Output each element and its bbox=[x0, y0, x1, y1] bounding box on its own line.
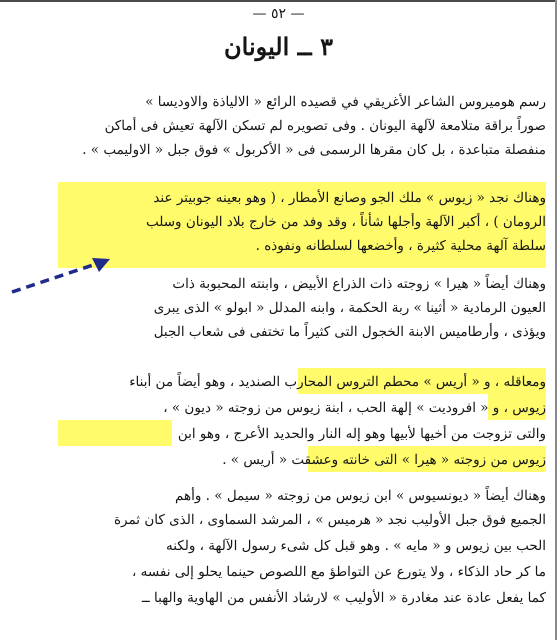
text-line: زيوس من زوجته « هيرا » التى خانته وعشقت « أريس » . bbox=[222, 452, 546, 468]
text-line-highlighted: الرومان ) ، أكبر الآلهة وأجلها شأناً ، وقد وفد من خارج بلاد اليونان وسلب bbox=[146, 214, 546, 230]
text-line: رسم هوميروس الشاعر الأغريقي في قصيده الرائع « الالياذة والاوديسا » bbox=[145, 94, 546, 110]
section-title: ٣ ــ اليونان bbox=[224, 32, 333, 61]
text-line-highlighted: سلطة آلهة محلية كثيرة ، وأخضعها لسلطانه ونفوذه . bbox=[255, 238, 546, 254]
text-line: العيون الرمادية « أثينا » ربة الحكمة ، وابنه المدلل « ابولو » الذى يبرى bbox=[153, 300, 546, 316]
page-number: — ٥٢ — bbox=[252, 6, 305, 22]
text-line: الجميع فوق جبل الأوليب نجد « هرميس » ، المرشد السماوى ، الذى كان ثمرة bbox=[113, 512, 546, 528]
text-line: منفصلة متباعدة ، بل كان مقرها الرسمى فى « الأكربول » فوق جبل « الاوليمب » . bbox=[82, 142, 546, 158]
text-line: كما يفعل عادة عند مغادرة « الأوليب » لارشاد الأنفس من الهاوية والهبا ــ bbox=[141, 590, 546, 606]
dashed-arrow-icon bbox=[8, 250, 118, 300]
text-line: زيوس ، و « افروديت » إلهة الحب ، ابنة زيوس من زوجته « ديون » ، bbox=[163, 400, 546, 416]
text-line: والتى تزوجت من أخيها لأبيها وهو إله النار والحديد الأعرج ، وهو ابن bbox=[177, 426, 546, 442]
page-top-border bbox=[0, 0, 557, 2]
text-line: الحب بين زيوس و « مايه » . وهو قبل كل شىء رسول الآلهة ، ولكنه bbox=[165, 538, 546, 554]
text-line: صوراً براقة متلامعة لآلهة اليونان . وفى تصويره لم تسكن الآلهة تعيش فى أماكن bbox=[104, 118, 546, 134]
text-line: وهناك أيضاً « هيرا » زوجته ذات الذراع الأبيض ، وابنته المحبوبة ذات bbox=[172, 276, 546, 292]
text-line: ما كر حاد الذكاء ، ولا يتورع عن التواطؤ مع اللصوص حينما يحلو إلى نفسه ، bbox=[132, 564, 546, 580]
text-line: وهناك أيضاً « ديونسيوس » ابن زيوس من زوجته « سيمل » . وأهم bbox=[175, 488, 546, 504]
text-line: ومعاقله ، و « أريس » محطم التروس المحارب الصنديد ، وهو أيضاً من أبناء bbox=[129, 374, 546, 390]
text-line-highlighted: وهناك نجد « زيوس » ملك الجو وصانع الأمطار ، ( وهو بعينه جوبيتر عند bbox=[153, 190, 546, 206]
text-line: ويؤذى ، وأرطاميس الابنة الخجول التى كثيراً ما تختفى فى شعاب الجبل bbox=[153, 324, 546, 340]
